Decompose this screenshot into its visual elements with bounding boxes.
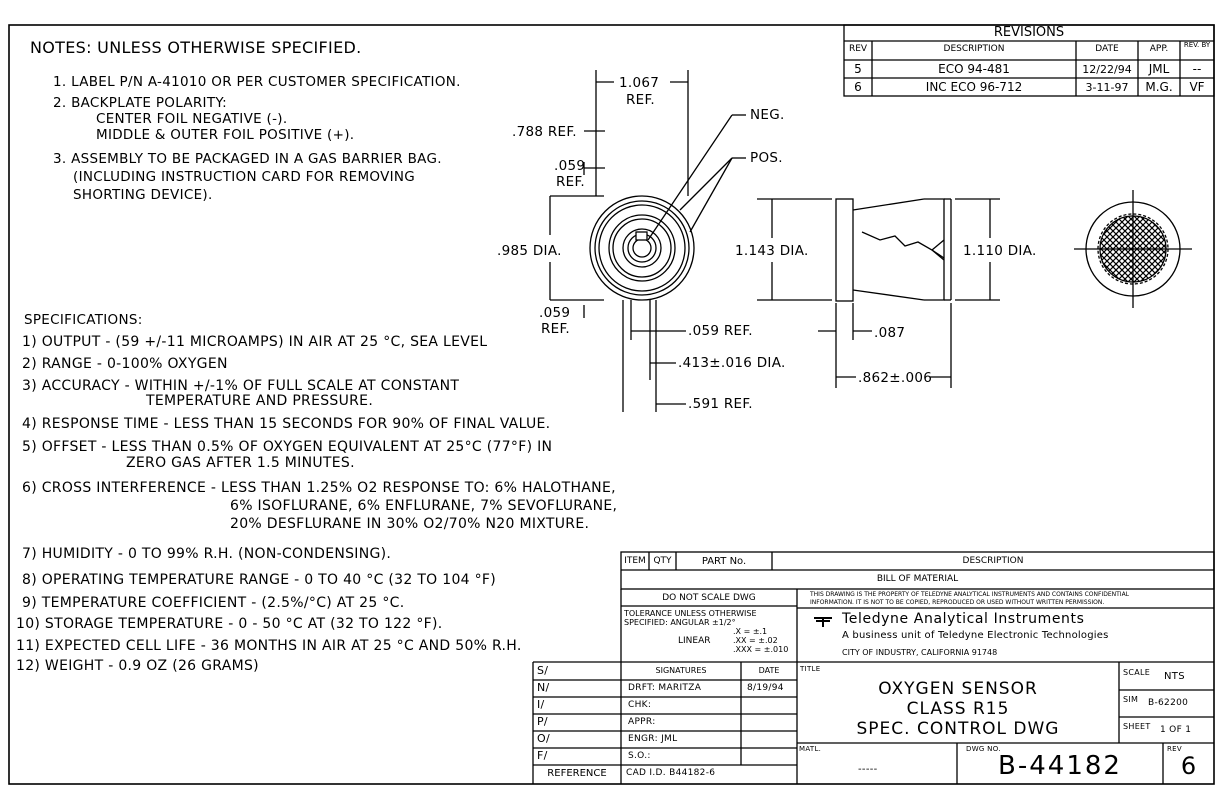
dim-788: .788 REF. (512, 124, 577, 140)
rev-row-2-rev: 6 (854, 80, 862, 94)
ref-col-p: P/ (537, 715, 548, 728)
dim-985: .985 DIA. (497, 243, 562, 259)
rev-row-1-revby: -- (1192, 62, 1202, 76)
scale-value: NTS (1164, 671, 1185, 682)
ref-col-o: O/ (537, 732, 550, 745)
spec-2: 2) RANGE - 0-100% OXYGEN (22, 356, 228, 372)
signatures-header: SIGNATURES (655, 666, 707, 675)
label-neg: NEG. (750, 107, 785, 123)
drafter: DRFT: MARITZA (628, 683, 702, 693)
side-view (757, 199, 1000, 388)
spec-11: 11) EXPECTED CELL LIFE - 36 MONTHS IN AIR AT 25 °C AND 50% R.H. (16, 638, 522, 654)
bom-item-header: ITEM (624, 556, 646, 566)
ref-col-f: F/ (537, 749, 548, 762)
drawing-title-3: SPEC. CONTROL DWG (856, 719, 1060, 739)
rev-header-revby: REV. BY (1183, 41, 1211, 49)
drawing-number: B-44182 (998, 751, 1122, 781)
note-3-line-3: SHORTING DEVICE). (73, 187, 213, 203)
spec-5: 5) OFFSET - LESS THAN 0.5% OF OXYGEN EQUIVALENT AT 25°C (77°F) IN (22, 439, 553, 455)
company-subtitle: A business unit of Teledyne Electronic Technologies (842, 630, 1109, 641)
note-2-line-3: MIDDLE & OUTER FOIL POSITIVE (+). (96, 127, 355, 143)
sim-label: SIM (1123, 695, 1139, 704)
label-pos: POS. (750, 150, 783, 166)
rev-row-1-date: 12/22/94 (1082, 63, 1132, 76)
dim-591: .591 REF. (688, 396, 753, 412)
rev-row-2-date: 3-11-97 (1085, 81, 1129, 94)
revision-value: 6 (1180, 752, 1197, 780)
bom-part-header: PART No. (701, 556, 747, 567)
spec-5-line-2: ZERO GAS AFTER 1.5 MINUTES. (126, 455, 355, 471)
spec-3-line-2: TEMPERATURE AND PRESSURE. (146, 393, 374, 409)
tolerance-linear: LINEAR (678, 636, 711, 646)
note-1: 1. LABEL P/N A-41010 OR PER CUSTOMER SPECIFICATION. (53, 74, 461, 90)
tolerance-x: .X = ±.1 (733, 627, 768, 636)
drawing-title-2: CLASS R15 (906, 699, 1010, 719)
scale-label: SCALE (1123, 668, 1151, 677)
dim-1067: 1.067 (619, 75, 660, 91)
ref-col-n: N/ (537, 681, 550, 694)
spec-6: 6) CROSS INTERFERENCE - LESS THAN 1.25% O2 RESPONSE TO: 6% HALOTHANE, (22, 480, 616, 496)
sheet-label: SHEET (1123, 722, 1151, 731)
rev-row-2-desc: INC ECO 96-712 (925, 80, 1023, 94)
spec-3: 3) ACCURACY - WITHIN +/-1% OF FULL SCALE AT CONSTANT (22, 378, 460, 394)
dim-059-top: .059 (554, 158, 586, 174)
dim-1067-ref: REF. (626, 92, 655, 108)
tolerance-1: TOLERANCE UNLESS OTHERWISE (624, 609, 757, 618)
dim-059-ref: .059 REF. (688, 323, 753, 339)
dim-059-top-ref: REF. (556, 174, 585, 190)
company-name: Teledyne Analytical Instruments (842, 611, 1085, 627)
bom-qty-header: QTY (653, 556, 672, 566)
dim-087: .087 (874, 325, 906, 341)
note-3: 3. ASSEMBLY TO BE PACKAGED IN A GAS BARRIER BAG. (53, 151, 442, 167)
title-label: TITLE (800, 665, 821, 673)
property-notice-1: THIS DRAWING IS THE PROPERTY OF TELEDYNE ANALYTICAL INSTRUMENTS AND CONTAINS CONFIDENTIAL (810, 591, 1130, 598)
date-header: DATE (758, 666, 780, 675)
company-city: CITY OF INDUSTRY, CALIFORNIA 91748 (842, 648, 998, 657)
teledyne-logo-icon (814, 618, 832, 627)
drafter-date: 8/19/94 (747, 683, 784, 693)
notes-heading: NOTES: UNLESS OTHERWISE SPECIFIED. (30, 38, 362, 57)
dim-059-bottom: .059 (539, 305, 571, 321)
drawing-title-1: OXYGEN SENSOR (878, 679, 1038, 699)
spec-4: 4) RESPONSE TIME - LESS THAN 15 SECONDS FOR 90% OF FINAL VALUE. (22, 416, 551, 432)
property-notice-2: INFORMATION. IT IS NOT TO BE COPIED, REPRODUCED OR USED WITHOUT WRITTEN PERMISSION. (810, 599, 1105, 606)
rev-header-app: APP. (1149, 44, 1169, 54)
approver: APPR: (628, 717, 656, 727)
dim-1143: 1.143 DIA. (735, 243, 809, 259)
dim-059-bottom-ref: REF. (541, 321, 570, 337)
specs-heading: SPECIFICATIONS: (24, 312, 143, 328)
dim-862: .862±.006 (858, 370, 933, 386)
note-3-line-2: (INCLUDING INSTRUCTION CARD FOR REMOVING (73, 169, 416, 185)
spec-7: 7) HUMIDITY - 0 TO 99% R.H. (NON-CONDENSING). (22, 546, 392, 562)
note-2: 2. BACKPLATE POLARITY: (53, 95, 227, 111)
spec-10: 10) STORAGE TEMPERATURE - 0 - 50 °C AT (32 TO 122 °F). (16, 616, 443, 632)
tolerance-xxx: .XXX = ±.010 (733, 645, 789, 654)
material-value: ----- (858, 764, 878, 775)
ref-col-i: I/ (537, 698, 545, 711)
tolerance-xx: .XX = ±.02 (733, 636, 778, 645)
material-label: MATL. (799, 745, 822, 753)
tolerance-2: SPECIFIED: ANGULAR ±1/2° (624, 618, 736, 627)
ref-col-s: S/ (537, 664, 549, 677)
bom-title: BILL OF MATERIAL (876, 574, 959, 584)
do-not-scale: DO NOT SCALE DWG (662, 593, 756, 603)
sales-order: S.O.: (628, 751, 651, 761)
spec-8: 8) OPERATING TEMPERATURE RANGE - 0 TO 40 °C (32 TO 104 °F) (22, 572, 497, 588)
dwg-no-label: DWG NO. (966, 745, 1001, 753)
cad-id: CAD I.D. B44182-6 (626, 768, 716, 778)
rev-header-date: DATE (1095, 44, 1119, 54)
sim-value: B-62200 (1148, 698, 1189, 708)
spec-9: 9) TEMPERATURE COEFFICIENT - (2.5%/°C) AT 25 °C. (22, 595, 405, 611)
spec-1: 1) OUTPUT - (59 +/-11 MICROAMPS) IN AIR AT 25 °C, SEA LEVEL (22, 334, 488, 350)
spec-6-line-3: 20% DESFLURANE IN 30% O2/70% N20 MIXTURE. (230, 516, 590, 532)
revisions-title: REVISIONS (993, 25, 1065, 40)
rev-row-2-revby: VF (1189, 80, 1205, 94)
note-2-line-2: CENTER FOIL NEGATIVE (-). (96, 111, 288, 127)
bom-desc-header: DESCRIPTION (962, 556, 1024, 566)
dim-1110: 1.110 DIA. (963, 243, 1037, 259)
rev-label: REV (1167, 745, 1182, 753)
checker: CHK: (628, 700, 652, 710)
reference-label: REFERENCE (547, 768, 607, 779)
spec-12: 12) WEIGHT - 0.9 OZ (26 GRAMS) (16, 658, 259, 674)
back-view (1074, 190, 1192, 308)
sheet-value: 1 OF 1 (1160, 725, 1192, 735)
rev-header-rev: REV (848, 44, 868, 54)
engineer: ENGR: JML (628, 734, 678, 744)
rev-row-2-app: M.G. (1145, 80, 1173, 94)
dim-413: .413±.016 DIA. (678, 355, 786, 371)
spec-6-line-2: 6% ISOFLURANE, 6% ENFLURANE, 7% SEVOFLURANE, (230, 498, 618, 514)
rev-row-1-app: JML (1148, 62, 1170, 76)
rev-row-1-rev: 5 (854, 62, 862, 76)
rev-header-description: DESCRIPTION (943, 44, 1005, 54)
rev-row-1-desc: ECO 94-481 (938, 62, 1010, 76)
